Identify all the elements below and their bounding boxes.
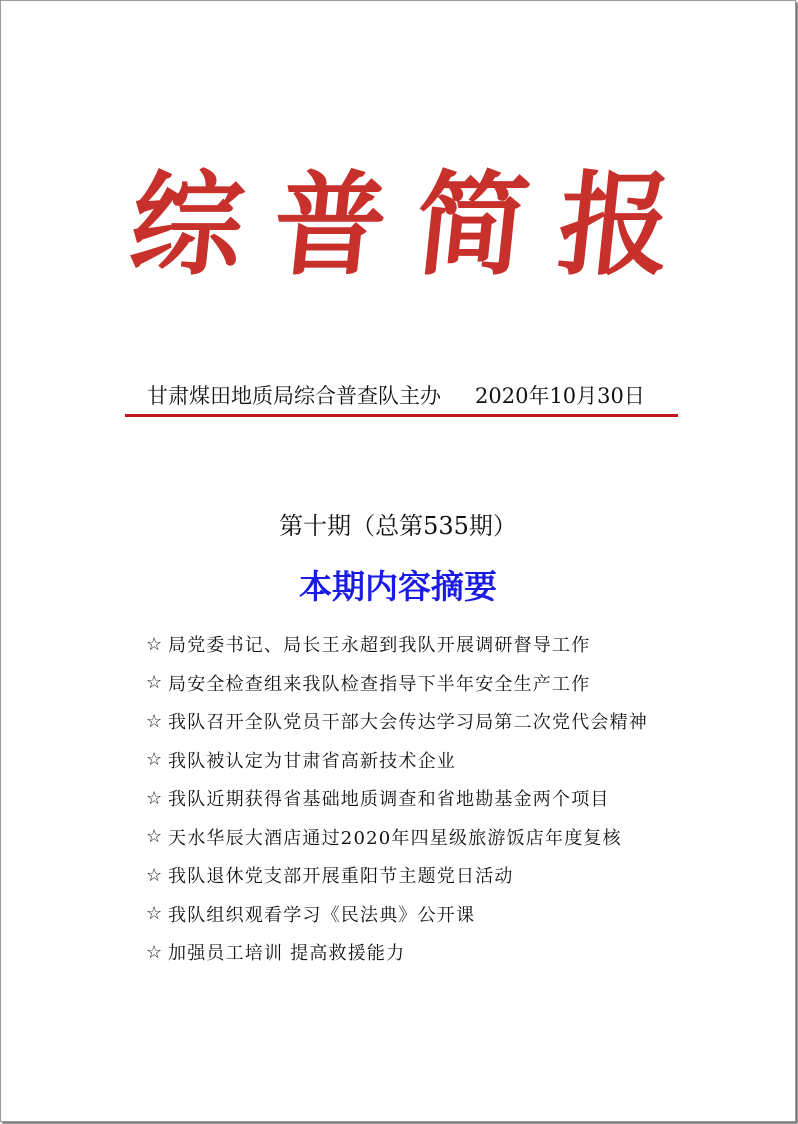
white-star-icon: ☆ <box>146 633 163 655</box>
summary-item-text: 我队召开全队党员干部大会传达学习局第二次党代会精神 <box>168 712 648 734</box>
summary-list <box>146 625 706 972</box>
summary-title: 本期内容摘要 <box>299 567 497 606</box>
white-star-icon: ☆ <box>146 787 163 809</box>
summary-item <box>146 818 706 857</box>
summary-item-text: 我队退休党支部开展重阳节主题党日活动 <box>168 866 514 888</box>
white-star-icon: ☆ <box>146 903 163 925</box>
masthead-char-4: 报 <box>552 160 678 291</box>
white-star-icon: ☆ <box>146 749 163 771</box>
summary-item-text: 我队近期获得省基础地质调查和省地勘基金两个项目 <box>168 789 610 811</box>
summary-item <box>146 625 706 664</box>
summary-item-text: 局安全检查组来我队检查指导下半年安全生产工作 <box>168 673 591 695</box>
summary-item <box>146 664 706 703</box>
white-star-icon: ☆ <box>146 864 163 886</box>
masthead-title <box>124 160 678 291</box>
summary-item-text: 天水华辰大酒店通过2020年四星级旅游饭店年度复核 <box>168 827 622 849</box>
summary-item <box>146 779 706 818</box>
issue-date: 2020年10月30日 <box>475 384 645 408</box>
summary-item <box>146 702 706 741</box>
summary-item <box>146 856 706 895</box>
summary-item-text: 我队被认定为甘肃省高新技术企业 <box>168 750 456 772</box>
masthead-char-3: 简 <box>409 160 536 291</box>
white-star-icon: ☆ <box>146 710 163 732</box>
sponsor-text: 甘肃煤田地质局综合普查队主办 <box>147 384 441 408</box>
sponsor-line <box>125 377 678 413</box>
white-star-icon: ☆ <box>146 826 163 848</box>
masthead-char-2: 普 <box>266 160 393 291</box>
summary-item <box>146 895 706 934</box>
summary-item-text: 我队组织观看学习《民法典》公开课 <box>168 904 476 926</box>
white-star-icon: ☆ <box>146 941 163 963</box>
summary-item <box>146 933 706 972</box>
summary-item-text: 局党委书记、局长王永超到我队开展调研督导工作 <box>168 635 591 657</box>
white-star-icon: ☆ <box>146 672 163 694</box>
red-divider <box>125 414 678 417</box>
summary-item-text: 加强员工培训 提高救援能力 <box>168 943 406 965</box>
summary-item <box>146 741 706 780</box>
issue-number: 第十期（总第535期） <box>279 512 517 540</box>
masthead-char-1: 综 <box>124 160 250 291</box>
